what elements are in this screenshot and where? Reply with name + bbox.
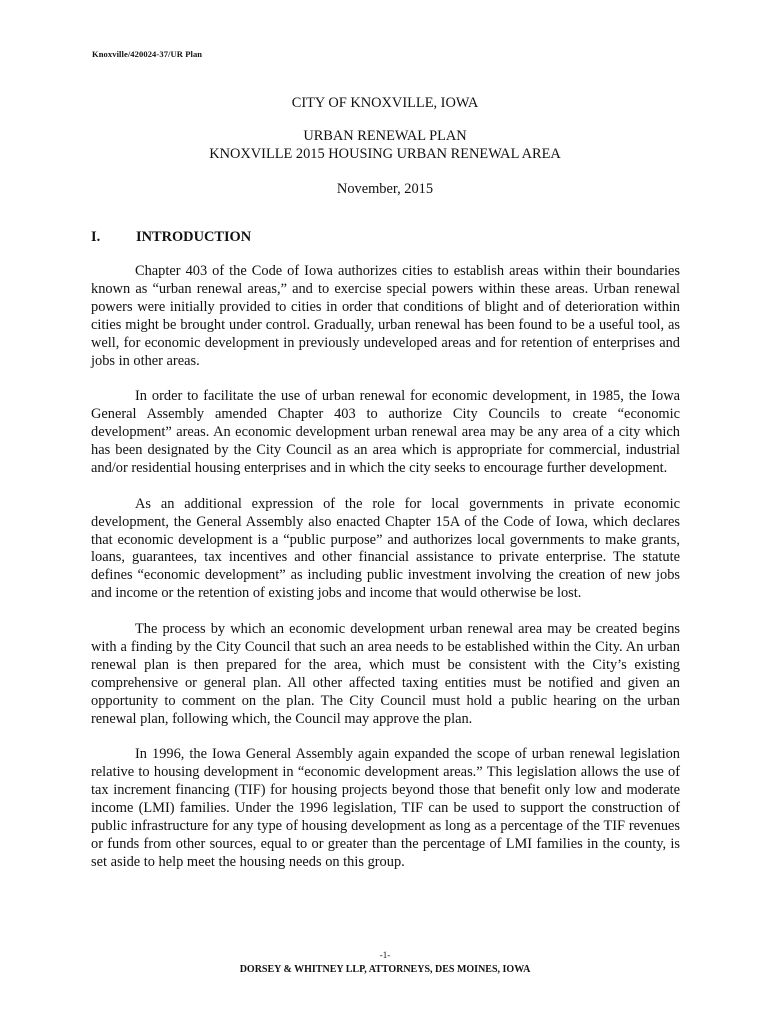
paragraph: Chapter 403 of the Code of Iowa authorizes cities to establish areas within their boundaries known as “urban renewal areas,” and to exercise special powers within these areas. Urban renewal powers were initially provided to cities in order that conditions of blight and of deterioration within cities might be brought under control. Gradually, urban renewal has been found to be a useful tool, as well, for economic development in previously undeveloped areas and for retention of enterprises and jobs in other areas. bbox=[91, 263, 680, 369]
footer-firm: DORSEY & WHITNEY LLP, ATTORNEYS, DES MOINES, IOWA bbox=[239, 964, 531, 975]
plan-title: URBAN RENEWAL PLAN bbox=[303, 128, 467, 144]
paragraph: As an additional expression of the role for local governments in private economic development, the General Assembly also enacted Chapter 15A of the Code of Iowa, which declares that economic development is a “public purpose” and authorizes local governments to make grants, loans, guarantees, tax incentives and other financial assistance to private enterprise. The statute defines “economic development” as including public investment involving the creation of new jobs and income or the retention of existing jobs and income that would otherwise be lost. bbox=[91, 495, 680, 602]
document-date: November, 2015 bbox=[336, 181, 434, 197]
paragraph: In order to facilitate the use of urban renewal for economic development, in 1985, the Iowa General Assembly amended Chapter 403 to authorize City Councils to create “economic development” areas. An economic development urban renewal area may be any area of a city which has been designated by the City Council as an area which is appropriate for commercial, industrial and/or residential housing enterprises and in which the city seeks to encourage further development. bbox=[91, 388, 680, 476]
city-title: CITY OF KNOXVILLE, IOWA bbox=[291, 95, 479, 111]
plan-title-block bbox=[0, 127, 770, 163]
section-number: I. bbox=[91, 229, 101, 245]
page-number: -1- bbox=[379, 950, 391, 960]
paragraph: The process by which an economic development urban renewal area may be created begins with a finding by the City Council that such an area needs to be established within the City. An urban renewal plan is then prepared for the area, which must be consistent with the City’s existing comprehensive or general plan. All other affected taxing entities must be notified and given an opportunity to comment on the plan. The City Council must hold a public hearing on the urban renewal plan, following which, the Council may approve the plan. bbox=[91, 621, 680, 727]
area-title: KNOXVILLE 2015 HOUSING URBAN RENEWAL AREA bbox=[209, 146, 561, 162]
section-title: INTRODUCTION bbox=[136, 229, 252, 245]
paragraph: In 1996, the Iowa General Assembly again expanded the scope of urban renewal legislation relative to housing development in “economic development areas.” This legislation allows the use of tax increment financing (TIF) for housing projects beyond those that benefit only low and moderate income (LMI) families. Under the 1996 legislation, TIF can be used to support the construction of public infrastructure for any type of housing development as long as a percentage of the TIF revenues or funds from other sources, equal to or greater than the percentage of LMI families in the county, is set aside to help meet the housing needs on this group. bbox=[91, 746, 680, 870]
section-body bbox=[91, 263, 680, 890]
document-reference: Knoxville/420024-37/UR Plan bbox=[92, 49, 203, 59]
